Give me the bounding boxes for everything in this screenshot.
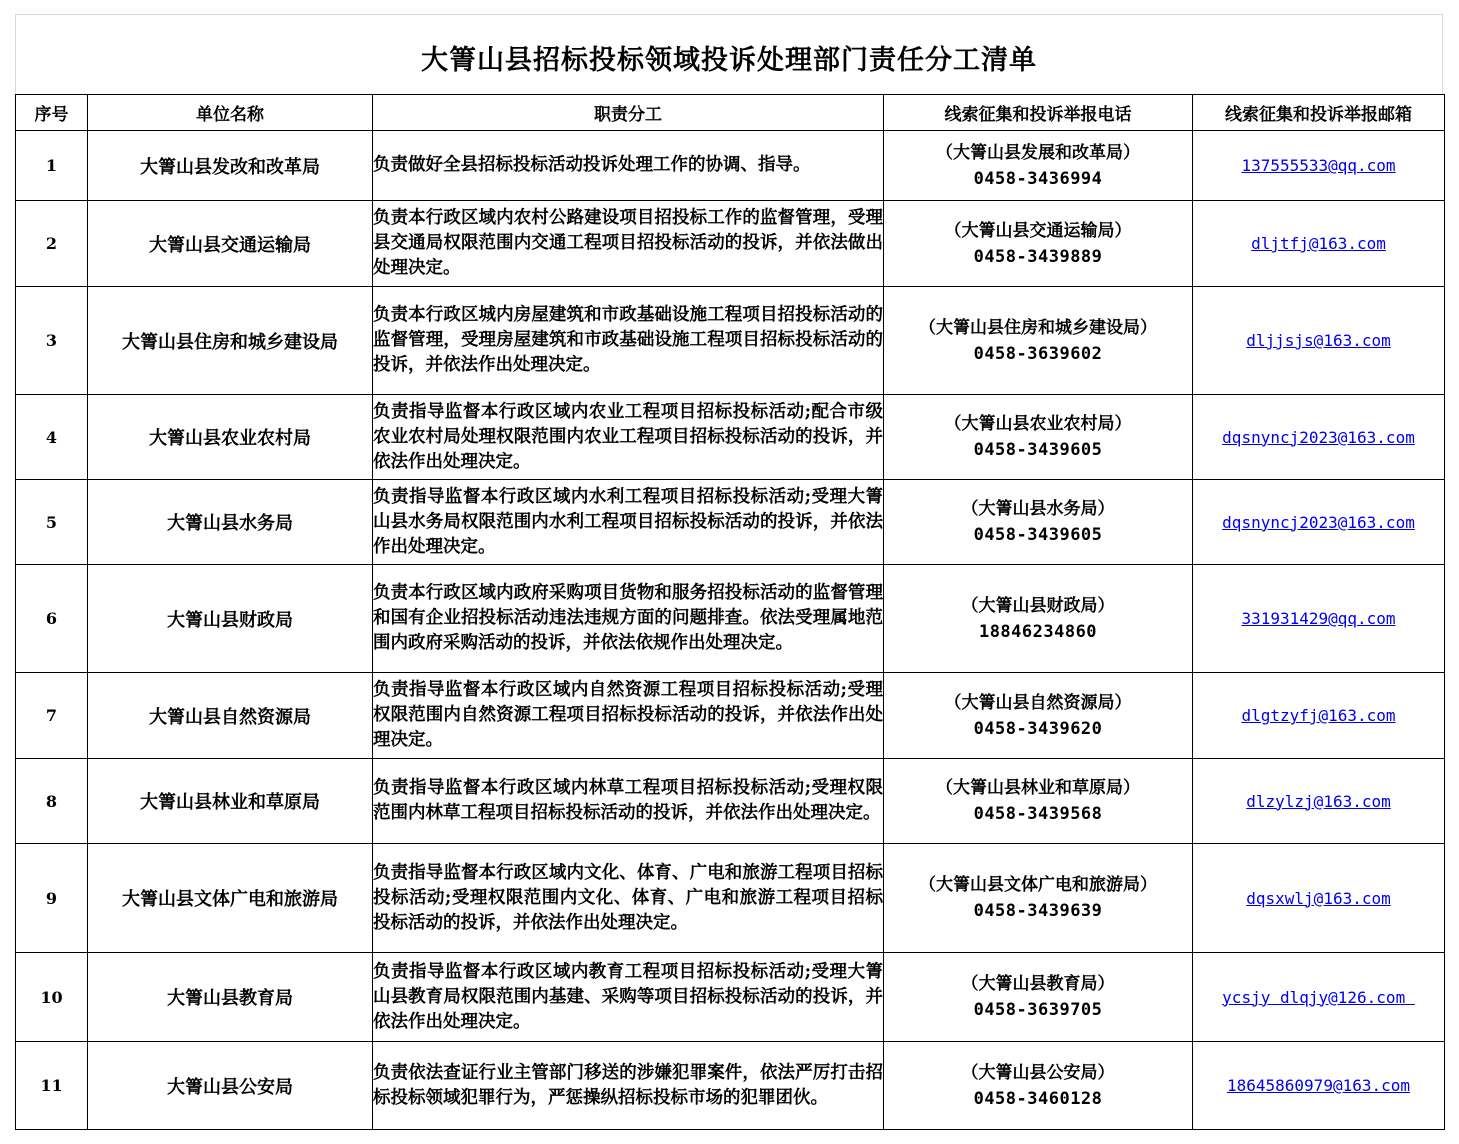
duty-text: 负责依法查证行业主管部门移送的涉嫌犯罪案件，依法严厉打击招标投标领域犯罪行为，严惩操纵招标投标市场的犯罪团伙。 <box>373 1042 884 1130</box>
email-link[interactable]: dljtfj@163.com <box>1251 234 1386 253</box>
email-link[interactable]: dlzylzj@163.com <box>1246 791 1391 811</box>
header-email: 线索征集和投诉举报邮箱 <box>1193 95 1445 131</box>
row-index: 5 <box>16 480 88 565</box>
email-cell <box>1193 673 1445 759</box>
phone-org: （大箐山县农业农村局） <box>944 414 1132 434</box>
phone-cell <box>884 565 1193 673</box>
row-index: 9 <box>16 844 88 953</box>
phone-org: （大箐山县交通运输局） <box>944 220 1132 241</box>
table-row <box>16 673 1445 759</box>
duty-text: 负责指导监督本行政区域内林草工程项目招标投标活动;受理权限范围内林草工程项目招标投标活动的投诉，并依法作出处理决定。 <box>373 759 884 844</box>
unit-name: 大箐山县水务局 <box>88 480 373 565</box>
phone-number: 0458-3439620 <box>973 718 1103 739</box>
phone-org: （大箐山县水务局） <box>961 499 1115 519</box>
duty-text: 负责做好全县招标投标活动投诉处理工作的协调、指导。 <box>373 131 884 201</box>
phone-number: 0458-3639602 <box>973 343 1103 364</box>
email-cell <box>1193 759 1445 844</box>
email-cell <box>1193 565 1445 673</box>
table-row <box>16 759 1445 844</box>
row-index: 10 <box>16 953 88 1042</box>
phone-org: （大箐山县自然资源局） <box>944 692 1132 713</box>
table-row <box>16 395 1445 480</box>
row-index: 8 <box>16 759 88 844</box>
email-cell <box>1193 844 1445 953</box>
phone-cell <box>884 480 1193 565</box>
row-index: 2 <box>16 201 88 287</box>
unit-name: 大箐山县自然资源局 <box>88 673 373 759</box>
email-link[interactable]: ycsjy dlqjy@126.com <box>1222 987 1415 1007</box>
email-link[interactable]: dqsxwlj@163.com <box>1246 888 1391 908</box>
header-unit: 单位名称 <box>88 95 373 131</box>
table-row <box>16 844 1445 953</box>
email-link[interactable]: dqsnyncj2023@163.com <box>1222 427 1415 447</box>
phone-number: 0458-3439605 <box>973 525 1103 545</box>
unit-name: 大箐山县教育局 <box>88 953 373 1042</box>
table-row <box>16 131 1445 201</box>
duty-text: 负责指导监督本行政区域内教育工程项目招标投标活动;受理大箐山县教育局权限范围内基建、采购等项目招标投标活动的投诉，并依法作出处理决定。 <box>373 953 884 1042</box>
email-cell <box>1193 395 1445 480</box>
duty-text: 负责指导监督本行政区域内农业工程项目招标投标活动;配合市级农业农村局处理权限范围内农业工程项目招标投标活动的投诉，并依法作出处理决定。 <box>373 395 884 480</box>
duty-text: 负责指导监督本行政区域内文化、体育、广电和旅游工程项目招标投标活动;受理权限范围内文化、体育、广电和旅游工程项目招标投标活动的投诉，并依法作出处理决定。 <box>373 844 884 953</box>
phone-org: （大箐山县林业和草原局） <box>936 778 1140 798</box>
phone-number: 0458-3439605 <box>973 440 1103 460</box>
unit-name: 大箐山县交通运输局 <box>88 201 373 287</box>
unit-name: 大箐山县公安局 <box>88 1042 373 1130</box>
phone-cell <box>884 759 1193 844</box>
email-link[interactable]: 331931429@qq.com <box>1241 609 1396 628</box>
phone-number: 0458-3439639 <box>973 901 1103 921</box>
duty-text: 负责本行政区域内政府采购项目货物和服务招投标活动的监督管理和国有企业招投标活动违法违规方面的问题排查。依法受理属地范围内政府采购活动的投诉，并依法依规作出处理决定。 <box>373 565 884 673</box>
phone-number: 0458-3439889 <box>973 246 1103 267</box>
table-row <box>16 480 1445 565</box>
title-banner <box>15 14 1443 94</box>
phone-number: 0458-3460128 <box>973 1088 1103 1109</box>
row-index: 7 <box>16 673 88 759</box>
row-index: 11 <box>16 1042 88 1130</box>
table-row <box>16 287 1445 395</box>
email-link[interactable]: 137555533@qq.com <box>1241 156 1396 175</box>
header-index: 序号 <box>16 95 88 131</box>
email-cell <box>1193 480 1445 565</box>
row-index: 6 <box>16 565 88 673</box>
table-row <box>16 1042 1445 1130</box>
row-index: 1 <box>16 131 88 201</box>
email-cell <box>1193 953 1445 1042</box>
phone-cell <box>884 201 1193 287</box>
phone-cell <box>884 953 1193 1042</box>
unit-name: 大箐山县农业农村局 <box>88 395 373 480</box>
phone-number: 0458-3639705 <box>973 1000 1103 1020</box>
email-link[interactable]: dlgtzyfj@163.com <box>1241 706 1396 725</box>
phone-org: （大箐山县教育局） <box>961 974 1115 994</box>
phone-cell <box>884 131 1193 201</box>
email-link[interactable]: dljjsjs@163.com <box>1246 331 1391 350</box>
phone-org: （大箐山县住房和城乡建设局） <box>919 317 1157 338</box>
page-title: 大箐山县招标投标领域投诉处理部门责任分工清单 <box>421 45 1037 76</box>
unit-name: 大箐山县发改和改革局 <box>88 131 373 201</box>
unit-name: 大箐山县财政局 <box>88 565 373 673</box>
phone-org: （大箐山县发展和改革局） <box>936 142 1140 163</box>
email-cell <box>1193 201 1445 287</box>
phone-org: （大箐山县财政局） <box>961 595 1115 616</box>
phone-number: 0458-3439568 <box>973 804 1103 824</box>
email-cell <box>1193 1042 1445 1130</box>
header-row <box>16 95 1445 131</box>
phone-cell <box>884 1042 1193 1130</box>
phone-org: （大箐山县公安局） <box>961 1062 1115 1083</box>
duty-text: 负责指导监督本行政区域内水利工程项目招标投标活动;受理大箐山县水务局权限范围内水利工程项目招标投标活动的投诉，并依法作出处理决定。 <box>373 480 884 565</box>
duty-text: 负责指导监督本行政区域内自然资源工程项目招标投标活动;受理权限范围内自然资源工程项目招标投标活动的投诉，并依法作出处理决定。 <box>373 673 884 759</box>
phone-cell <box>884 844 1193 953</box>
unit-name: 大箐山县林业和草原局 <box>88 759 373 844</box>
phone-number: 18846234860 <box>978 621 1098 642</box>
header-duty: 职责分工 <box>373 95 884 131</box>
table-row <box>16 565 1445 673</box>
email-cell <box>1193 131 1445 201</box>
email-link[interactable]: dqsnyncj2023@163.com <box>1222 512 1415 532</box>
email-link[interactable]: 18645860979@163.com <box>1226 1076 1411 1095</box>
phone-cell <box>884 287 1193 395</box>
responsibility-table <box>15 94 1445 1130</box>
phone-org: （大箐山县文体广电和旅游局） <box>919 875 1157 895</box>
duty-text: 负责本行政区域内农村公路建设项目招投标工作的监督管理，受理县交通局权限范围内交通工程项目招投标活动的投诉，并依法做出处理决定。 <box>373 201 884 287</box>
phone-number: 0458-3436994 <box>973 168 1103 189</box>
row-index: 4 <box>16 395 88 480</box>
table-row <box>16 953 1445 1042</box>
duty-text: 负责本行政区城内房屋建筑和市政基础设施工程项目招投标活动的监督管理，受理房屋建筑和市政基础设施工程项目招标投标活动的投诉，并依法作出处理决定。 <box>373 287 884 395</box>
row-index: 3 <box>16 287 88 395</box>
unit-name: 大箐山县住房和城乡建设局 <box>88 287 373 395</box>
email-cell <box>1193 287 1445 395</box>
phone-cell <box>884 673 1193 759</box>
table-row <box>16 201 1445 287</box>
header-phone: 线索征集和投诉举报电话 <box>884 95 1193 131</box>
unit-name: 大箐山县文体广电和旅游局 <box>88 844 373 953</box>
phone-cell <box>884 395 1193 480</box>
